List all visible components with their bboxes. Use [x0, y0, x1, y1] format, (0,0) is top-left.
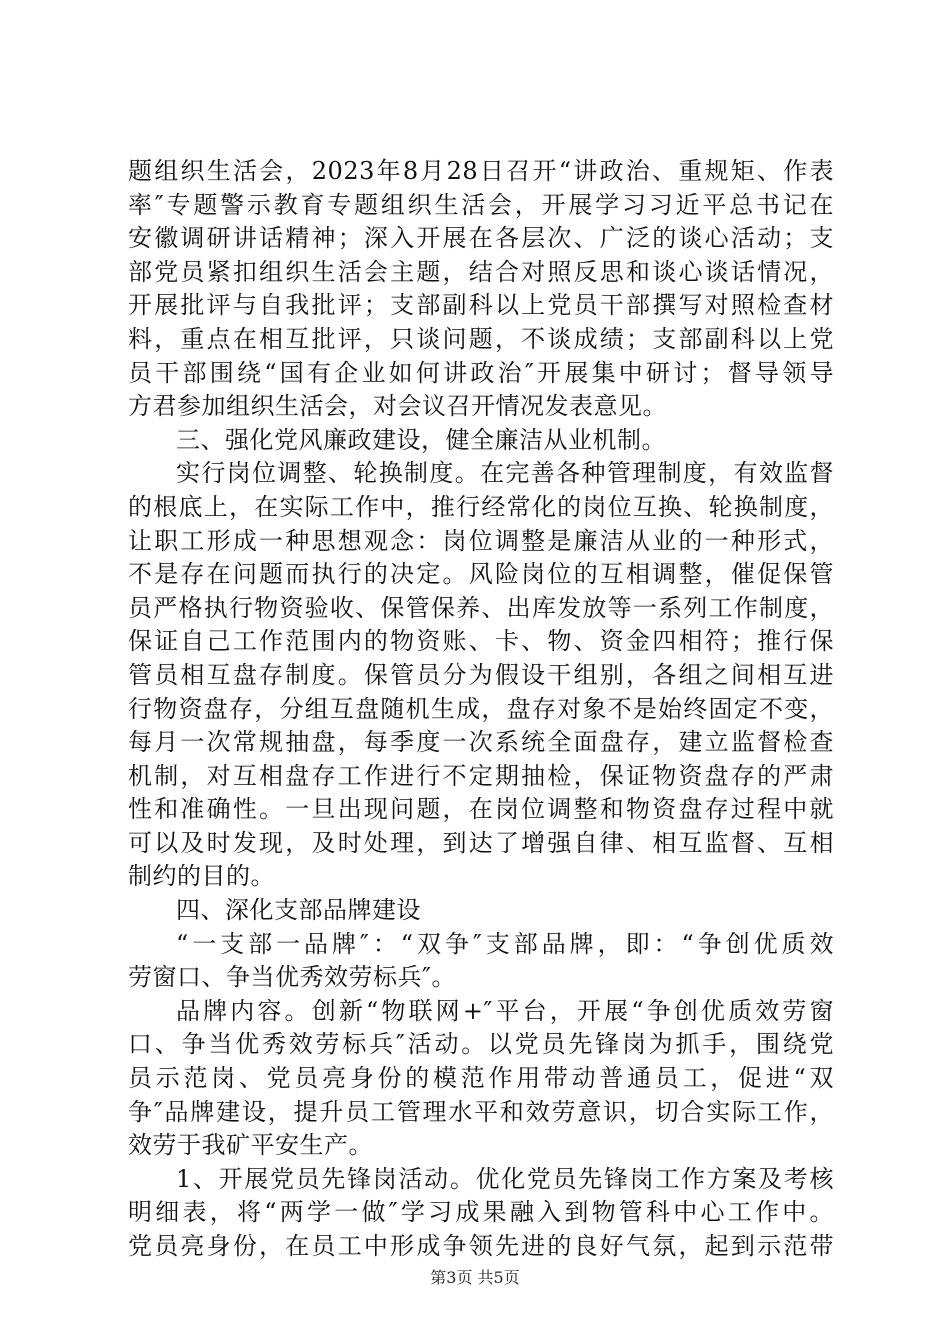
- text-line: 劳窗口、争当优秀效劳标兵″。: [128, 963, 456, 992]
- text-line: 三、强化党风廉政建设，健全廉洁从业机制。: [176, 425, 666, 454]
- text-line: 党员亮身份，在员工中形成争领先进的良好气氛，起到示范带: [128, 1232, 834, 1260]
- text-line: 四、深化支部品牌建设: [176, 896, 421, 925]
- text-line: “一支部一品牌″：“双争″支部品牌，即：“争创优质效: [176, 929, 834, 958]
- text-line: 让职工形成一种思想观念：岗位调整是廉洁从业的一种形式，: [128, 526, 834, 555]
- text-line: 料，重点在相互批评，只谈问题，不谈成绩；支部副科以上党: [128, 324, 834, 353]
- page-footer: [0, 1268, 950, 1288]
- text-line: 员干部围绕“国有企业如何讲政治″开展集中研讨；督导领导: [128, 358, 834, 387]
- page-number-label: 第3页 共5页: [430, 1268, 520, 1287]
- text-line: 保证自己工作范围内的物资账、卡、物、资金四相符；推行保: [128, 627, 834, 656]
- text-line: 员严格执行物资验收、保管保养、出库发放等一系列工作制度，: [128, 593, 834, 622]
- text-line: 口、争当优秀效劳标兵″活动。以党员先锋岗为抓手，围绕党: [128, 1030, 834, 1059]
- text-line: 员示范岗、党员亮身份的模范作用带动普通员工，促进“双: [128, 1064, 834, 1093]
- text-line: 1、开展党员先锋岗活动。优化党员先锋岗工作方案及考核: [176, 1164, 834, 1193]
- text-line: 争″品牌建设，提升员工管理水平和效劳意识，切合实际工作，: [128, 1097, 834, 1126]
- text-line: 的根底上，在实际工作中，推行经常化的岗位互换、轮换制度，: [128, 492, 834, 521]
- text-line: 明细表，将“两学一做″学习成果融入到物管科中心工作中。: [128, 1198, 834, 1227]
- text-line: 率″专题警示教育专题组织生活会，开展学习习近平总书记在: [128, 190, 834, 219]
- text-line: 开展批评与自我批评；支部副科以上党员干部撰写对照检查材: [128, 291, 834, 320]
- text-line: 品牌内容。创新“物联网+″平台，开展“争创优质效劳窗: [176, 996, 834, 1025]
- text-line: 制约的目的。: [128, 862, 275, 891]
- text-line: 可以及时发现，及时处理，到达了增强自律、相互监督、互相: [128, 828, 834, 857]
- text-line: 题组织生活会，2023年8月28日召开“讲政治、重规矩、作表: [128, 157, 834, 185]
- document-body: [128, 155, 834, 1264]
- text-line: 部党员紧扣组织生活会主题，结合对照反思和谈心谈话情况，: [128, 257, 834, 286]
- text-line: 效劳于我矿平安生产。: [128, 1131, 373, 1160]
- text-line: 方君参加组织生活会，对会议召开情况发表意见。: [128, 392, 667, 421]
- text-line: 性和准确性。一旦出现问题，在岗位调整和物资盘存过程中就: [128, 795, 834, 824]
- text-line: 每月一次常规抽盘，每季度一次系统全面盘存，建立监督检查: [128, 728, 834, 757]
- text-line: 安徽调研讲话精神；深入开展在各层次、广泛的谈心活动；支: [128, 224, 834, 253]
- text-line: 不是存在问题而执行的决定。风险岗位的互相调整，催促保管: [128, 560, 834, 589]
- text-line: 行物资盘存，分组互盘随机生成，盘存对象不是始终固定不变，: [128, 694, 834, 723]
- text-line: 管员相互盘存制度。保管员分为假设干组别，各组之间相互进: [128, 660, 834, 689]
- text-line: 机制，对互相盘存工作进行不定期抽检，保证物资盘存的严肃: [128, 761, 834, 790]
- text-line: 实行岗位调整、轮换制度。在完善各种管理制度，有效监督: [176, 459, 834, 488]
